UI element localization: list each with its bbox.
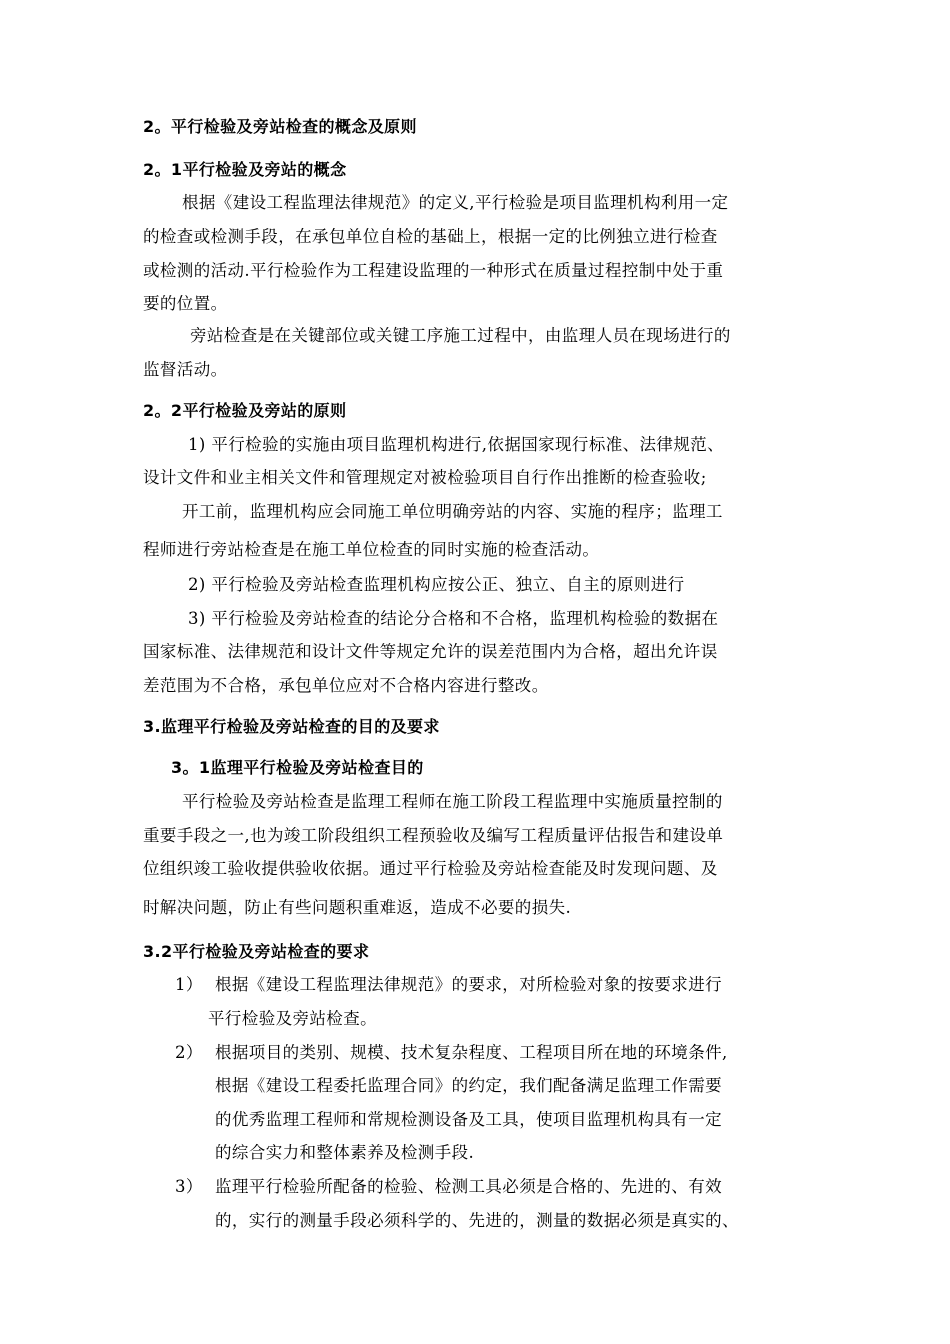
section-2-heading: 2。平行检验及旁站检查的概念及原则 bbox=[143, 117, 417, 136]
list-item-line: 国家标准、法律规范和设计文件等规定允许的误差范围内为合格，超出允许误 bbox=[143, 642, 718, 661]
list-item-line: 根据《建设工程监理法律规范》的要求，对所检验对象的按要求进行 bbox=[215, 975, 722, 994]
paragraph-line: 程师进行旁站检查是在施工单位检查的同时实施的检查活动。 bbox=[143, 540, 600, 559]
list-item-line: 3) 平行检验及旁站检查的结论分合格和不合格，监理机构检验的数据在 bbox=[188, 609, 719, 628]
list-item-line: 2) 平行检验及旁站检查监理机构应按公正、独立、自主的原则进行 bbox=[188, 575, 685, 594]
paragraph-line: 时解决问题，防止有些问题积重难返，造成不必要的损失. bbox=[143, 898, 572, 917]
list-item-line: 差范围为不合格，承包单位应对不合格内容进行整改。 bbox=[143, 676, 549, 695]
list-item-line: 的，实行的测量手段必须科学的、先进的，测量的数据必须是真实的、 bbox=[215, 1211, 739, 1230]
list-item-number: 1） bbox=[175, 975, 203, 994]
list-item-number: 3） bbox=[175, 1177, 203, 1196]
paragraph-line: 或检测的活动.平行检验作为工程建设监理的一种形式在质量过程控制中处于重 bbox=[143, 261, 724, 280]
section-3-1-heading: 3。1监理平行检验及旁站检查目的 bbox=[171, 758, 424, 777]
list-item-line: 1) 平行检验的实施由项目监理机构进行,依据国家现行标准、法律规范、 bbox=[188, 435, 725, 454]
paragraph-line: 监督活动。 bbox=[143, 360, 228, 379]
list-item-line: 设计文件和业主相关文件和管理规定对被检验项目自行作出推断的检查验收; bbox=[143, 468, 707, 487]
list-item-line: 监理平行检验所配备的检验、检测工具必须是合格的、先进的、有效 bbox=[215, 1177, 722, 1196]
paragraph-line: 平行检验及旁站检查是监理工程师在施工阶段工程监理中实施质量控制的 bbox=[182, 792, 723, 811]
list-item-line: 根据项目的类别、规模、技术复杂程度、工程项目所在地的环境条件, bbox=[215, 1043, 728, 1062]
paragraph-line: 根据《建设工程监理法律规范》的定义,平行检验是项目监理机构利用一定 bbox=[182, 193, 729, 212]
section-3-2-heading: 3.2平行检验及旁站检查的要求 bbox=[143, 942, 370, 961]
paragraph-line: 位组织竣工验收提供验收依据。通过平行检验及旁站检查能及时发现问题、及 bbox=[143, 859, 718, 878]
paragraph-line: 开工前，监理机构应会同施工单位明确旁站的内容、实施的程序；监理工 bbox=[182, 502, 723, 521]
paragraph-line: 要的位置。 bbox=[143, 294, 228, 313]
section-3-heading: 3.监理平行检验及旁站检查的目的及要求 bbox=[143, 717, 440, 736]
list-item-line: 的综合实力和整体素养及检测手段. bbox=[215, 1143, 475, 1162]
list-item-number: 2） bbox=[175, 1043, 203, 1062]
section-2-1-heading: 2。1平行检验及旁站的概念 bbox=[143, 160, 347, 179]
paragraph-line: 的检查或检测手段，在承包单位自检的基础上，根据一定的比例独立进行检查 bbox=[143, 227, 718, 246]
paragraph-line: 旁站检查是在关键部位或关键工序施工过程中，由监理人员在现场进行的 bbox=[190, 326, 731, 345]
section-2-2-heading: 2。2平行检验及旁站的原则 bbox=[143, 401, 347, 420]
list-item-line: 平行检验及旁站检查。 bbox=[208, 1009, 377, 1028]
list-item-line: 的优秀监理工程师和常规检测设备及工具，使项目监理机构具有一定 bbox=[215, 1110, 722, 1129]
list-item-line: 根据《建设工程委托监理合同》的约定，我们配备满足监理工作需要 bbox=[215, 1076, 722, 1095]
paragraph-line: 重要手段之一,也为竣工阶段组织工程预验收及编写工程质量评估报告和建设单 bbox=[143, 826, 724, 845]
